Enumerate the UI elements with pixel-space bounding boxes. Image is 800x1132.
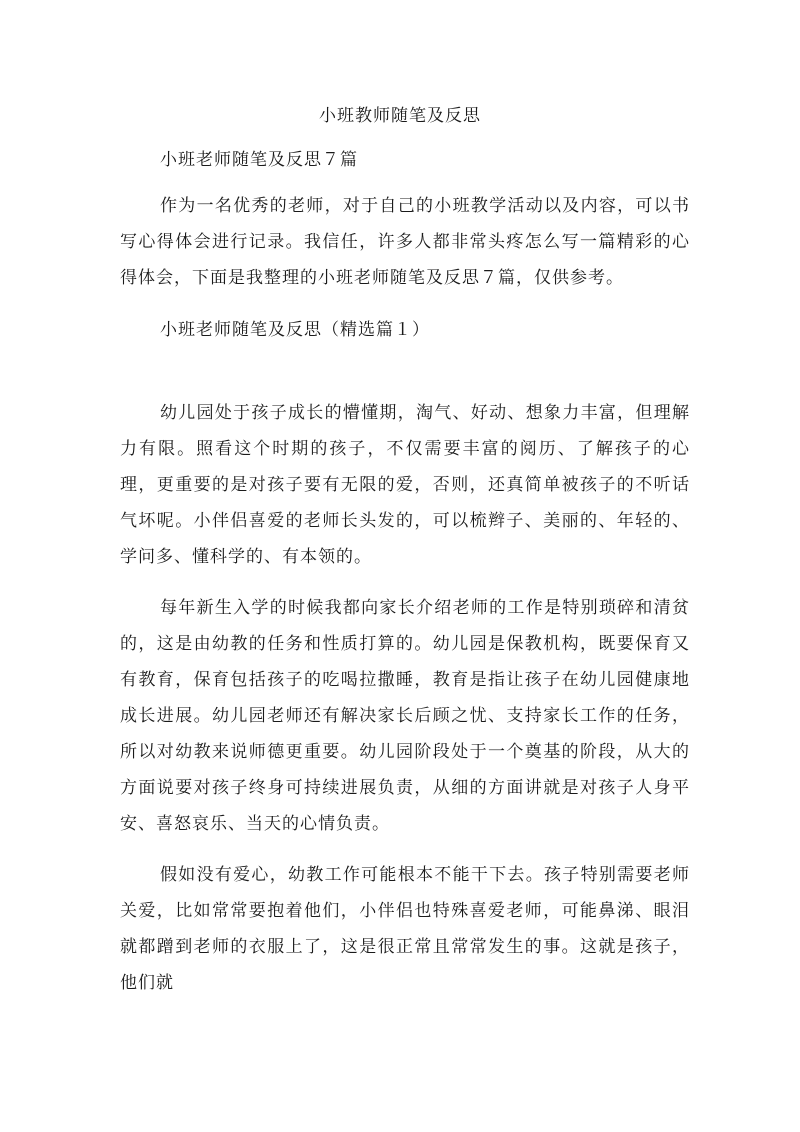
body-paragraph: 假如没有爱心，幼教工作可能根本不能干下去。孩子特别需要老师关爱，比如常常要抱着他们，小伴侣也特殊喜爱老师，可能鼻涕、眼泪就都蹭到老师的衣服上了，这是很正常且常常发生的事。这就是孩子，他们就 [120,865,690,993]
document-subtitle: 小班老师随笔及反思７篇 [160,150,358,170]
body-paragraph: 每年新生入学的时候我都向家长介绍老师的工作是特别琐碎和清贫的，这是由幼教的任务和性质打算的。幼儿园是保教机构，既要保育又有教育，保育包括孩子的吃喝拉撒睡，教育是指让孩子在幼儿园健康地成长进展。幼儿园老师还有解决家长后顾之忧、支持家长工作的任务，所以对幼教来说师德更重要。幼儿园阶段处于一个奠基的阶段，从大的方面说要对孩子终身可持续进展负责，从细的方面讲就是对孩子人身平安、喜怒哀乐、当天的心情负责。 [120,598,690,834]
intro-paragraph: 作为一名优秀的老师，对于自己的小班教学活动以及内容，可以书写心得体会进行记录。我信任，许多人都非常头疼怎么写一篇精彩的心得体会，下面是我整理的小班老师随笔及反思７篇，仅供参考。 [120,196,690,288]
body-paragraph: 幼儿园处于孩子成长的懵懂期，淘气、好动、想象力丰富，但理解力有限。照看这个时期的孩子，不仅需要丰富的阅历、了解孩子的心理，更重要的是对孩子要有无限的爱，否则，还真简单被孩子的不听话气坏呢。小伴侣喜爱的老师长头发的，可以梳辫子、美丽的、年轻的、学问多、懂科学的、有本领的。 [120,403,690,567]
body-text [120,395,690,1016]
section-heading: 小班老师随笔及反思（精选篇１） [160,320,430,340]
document-title: 小班教师随笔及反思 [319,106,481,126]
